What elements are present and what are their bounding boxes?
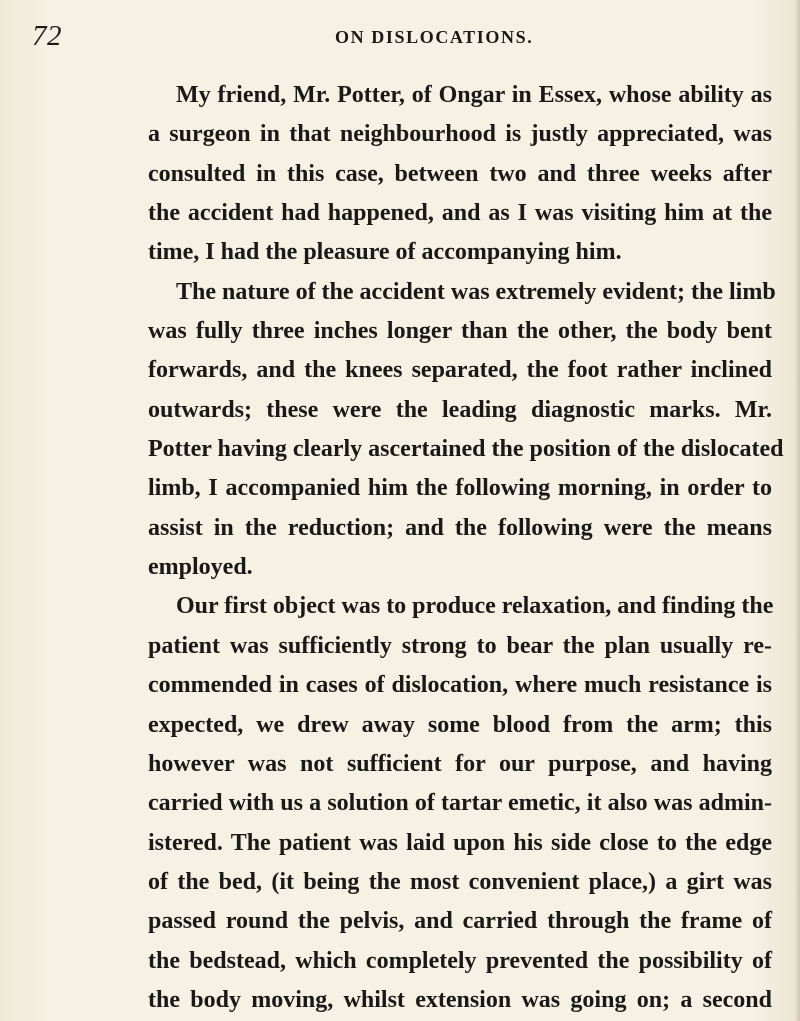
text-line: however was not sufficient for our purpose, and having [148,750,772,777]
running-head: ON DISLOCATIONS. [335,27,534,47]
text-line: expected, we drew away some blood from the arm; this [148,711,772,738]
body-text [148,76,784,1020]
text-line: forwards, and the knees separated, the foot rather inclined [148,357,772,384]
text-line: The nature of the accident was extremely evident; the limb [176,278,776,305]
text-line: time, I had the pleasure of accompanying him. [148,239,622,266]
text-line: of the bed, (it being the most convenient place,) a girt was [148,868,772,895]
page-edge-shadow [794,0,800,1021]
text-line: commended in cases of dislocation, where much resistance is [148,672,772,699]
text-line: patient was sufficiently strong to bear the plan usually re- [148,632,772,659]
text-line: the bedstead, which completely prevented the possibility of [148,947,772,974]
text-line: limb, I accompanied him the following morning, in order to [148,475,772,502]
text-line: passed round the pelvis, and carried through the frame of [148,908,772,935]
text-line: was fully three inches longer than the other, the body bent [148,318,772,345]
text-line: consulted in this case, between two and three weeks after [148,160,772,187]
text-line: istered. The patient was laid upon his side close to the edge [148,829,772,856]
text-line: employed. [148,554,253,581]
text-line: Potter having clearly ascertained the position of the dislocated [148,436,784,463]
text-line: assist in the reduction; and the following were the means [148,514,772,541]
text-line: the accident had happened, and as I was visiting him at the [148,200,772,227]
text-line: outwards; these were the leading diagnostic marks. Mr. [148,396,772,423]
text-line: Our first object was to produce relaxation, and finding the [176,593,774,620]
text-line: My friend, Mr. Potter, of Ongar in Essex, whose ability as [176,82,772,108]
text-line: the body moving, whilst extension was going on; a second [148,986,772,1013]
text-line: carried with us a solution of tartar emetic, it also was admin- [148,790,772,817]
page-number: 72 [32,20,62,52]
text-line: a surgeon in that neighbourhood is justly appreciated, was [148,121,772,148]
